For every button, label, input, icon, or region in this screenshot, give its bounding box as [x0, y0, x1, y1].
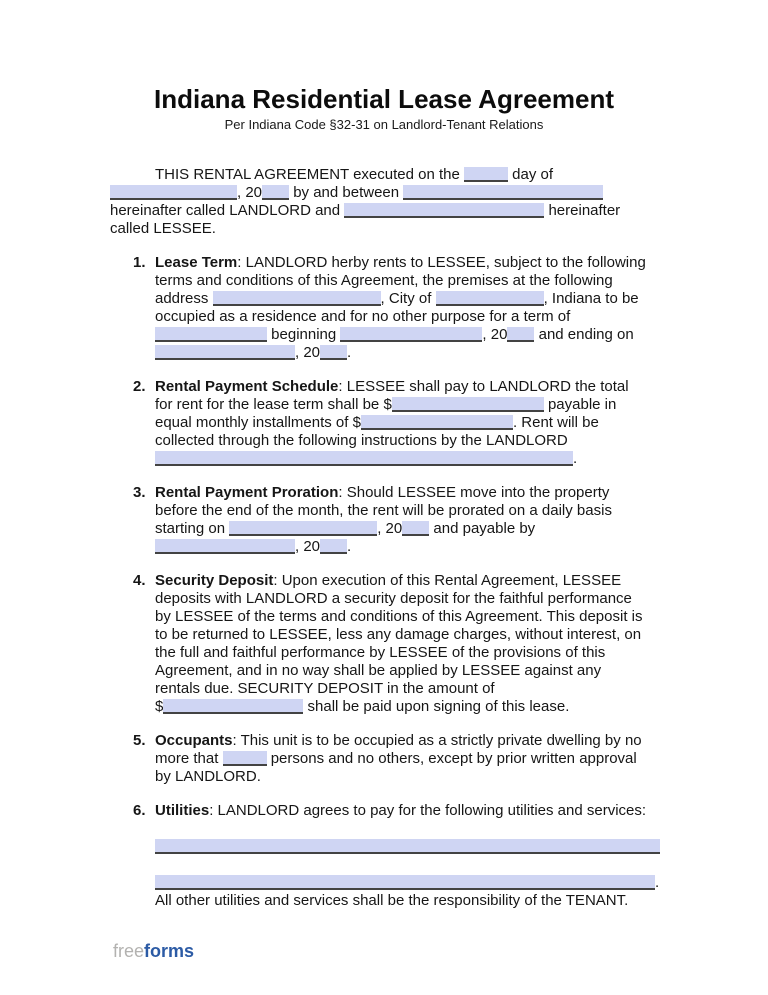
blank-field[interactable]: [229, 521, 377, 536]
text-line: [155, 326, 678, 344]
section-number: 2.: [133, 378, 146, 395]
text-run: , Indiana to be: [543, 290, 639, 307]
text-run: called LESSEE.: [110, 220, 216, 237]
text-run: . Rent will be: [512, 414, 599, 431]
bold-label: Occupants: [155, 732, 233, 749]
text-run: : Upon execution of this Rental Agreement, LESSEE: [273, 572, 622, 589]
brand-logo: [113, 941, 194, 961]
blank-field[interactable]: [403, 185, 603, 200]
blank-field[interactable]: [344, 203, 544, 218]
text-run: beginning: [267, 326, 341, 343]
text-run: occupied as a residence and for no other purpose for a term of: [155, 308, 571, 325]
text-run: rentals due. SECURITY DEPOSIT in the amount of: [155, 680, 495, 697]
text-line: [155, 308, 678, 326]
text-run: : This unit is to be occupied as a strictly private dwelling by no: [232, 732, 642, 749]
blank-field[interactable]: [155, 839, 660, 854]
text-line: [155, 750, 678, 768]
blank-field[interactable]: [155, 875, 655, 890]
text-line: [155, 590, 678, 608]
document-title: Indiana Residential Lease Agreement: [154, 84, 614, 114]
text-line: [155, 732, 678, 750]
text-run: the full and faithful performance by LESSEE of the provisions of this: [155, 644, 606, 661]
text-run: by and between: [289, 184, 404, 201]
section-content: [155, 254, 678, 362]
section-item-2: [133, 378, 678, 468]
blank-field[interactable]: [320, 539, 347, 554]
text-run: , 20: [377, 520, 403, 537]
text-run: : LESSEE shall pay to LANDLORD the total: [338, 378, 629, 395]
section-item-5: [133, 732, 678, 786]
section-number: 4.: [133, 572, 146, 589]
bold-label: Utilities: [155, 802, 210, 819]
section-number: 1.: [133, 254, 146, 271]
text-run: equal monthly installments of $: [155, 414, 361, 431]
text-line: [155, 768, 678, 786]
text-line: [155, 254, 678, 272]
text-line: [155, 892, 678, 910]
blank-field[interactable]: [340, 327, 482, 342]
text-run: , 20: [295, 538, 321, 555]
bold-label: Rental Payment Proration: [155, 484, 339, 501]
sections-list: [133, 254, 678, 910]
text-line: [155, 396, 678, 414]
text-line: [155, 432, 678, 450]
text-line: [155, 520, 678, 538]
text-run: : Should LESSEE move into the property: [338, 484, 610, 501]
text-run: day of: [508, 166, 554, 183]
text-run: collected through the following instructions by the LANDLORD: [155, 432, 568, 449]
text-line: [155, 538, 678, 556]
bold-label: Security Deposit: [155, 572, 274, 589]
blank-field[interactable]: [155, 539, 295, 554]
text-run: terms and conditions of this Agreement, the premises at the following: [155, 272, 613, 289]
bold-label: Lease Term: [155, 254, 238, 271]
blank-field[interactable]: [223, 751, 267, 766]
text-run: and payable by: [429, 520, 536, 537]
section-number: 5.: [133, 732, 146, 749]
text-line: [110, 220, 678, 238]
section-item-3: [133, 484, 678, 556]
blank-field[interactable]: [155, 451, 573, 466]
text-run: Agreement, and in no way shall be applied by LESSEE against any: [155, 662, 602, 679]
text-run: , 20: [237, 184, 263, 201]
text-line: [155, 626, 678, 644]
text-run: .: [347, 344, 352, 361]
text-run: before the end of the month, the rent will be prorated on a daily basis: [155, 502, 612, 519]
text-run: hereinafter: [544, 202, 621, 219]
text-run: address: [155, 290, 213, 307]
blank-field[interactable]: [213, 291, 381, 306]
text-run: , 20: [482, 326, 508, 343]
text-run: persons and no others, except by prior written approval: [266, 750, 637, 767]
text-run: : LANDLORD herby rents to LESSEE, subject to the following: [237, 254, 646, 271]
text-run: by LANDLORD.: [155, 768, 261, 785]
section-item-4: [133, 572, 678, 716]
text-run: by LESSEE of the terms and conditions of this Agreement. This deposit is: [155, 608, 643, 625]
document-subtitle: Per Indiana Code §32-31 on Landlord-Tenant Relations: [224, 117, 544, 132]
blank-field[interactable]: [155, 345, 295, 360]
text-run: THIS RENTAL AGREEMENT executed on the: [155, 166, 465, 183]
text-line: [155, 838, 678, 856]
text-line: [155, 344, 678, 362]
text-line: [155, 450, 678, 468]
text-line: [155, 662, 678, 680]
text-line: [155, 272, 678, 290]
text-run: $: [155, 698, 164, 715]
section-content: [155, 378, 678, 468]
text-line: [155, 874, 678, 892]
text-run: , 20: [295, 344, 321, 361]
section-number: 3.: [133, 484, 146, 501]
section-item-1: [133, 254, 678, 362]
text-run: for rent for the lease term shall be $: [155, 396, 392, 413]
text-line: [110, 166, 678, 184]
blank-field[interactable]: [262, 185, 289, 200]
text-line: [155, 802, 678, 820]
text-run: deposits with LANDLORD a security deposit for the faithful performance: [155, 590, 632, 607]
text-line: [155, 608, 678, 626]
text-run: .: [655, 874, 660, 891]
text-run: starting on: [155, 520, 230, 537]
blank-field[interactable]: [110, 185, 237, 200]
blank-field[interactable]: [436, 291, 544, 306]
brand-free-text: free: [113, 941, 145, 961]
blank-field[interactable]: [155, 327, 267, 342]
text-line: [155, 484, 678, 502]
blank-field[interactable]: [402, 521, 429, 536]
text-run: hereinafter called LANDLORD and: [110, 202, 345, 219]
blank-field[interactable]: [163, 699, 303, 714]
blank-field[interactable]: [392, 397, 544, 412]
text-run: : LANDLORD agrees to pay for the following utilities and services:: [209, 802, 647, 819]
text-line: [155, 572, 678, 590]
brand-forms-text: forms: [144, 941, 195, 961]
section-content: [155, 732, 678, 786]
intro-paragraph: [110, 166, 678, 238]
text-line: [155, 378, 678, 396]
blank-field[interactable]: [464, 167, 508, 182]
text-run: , City of: [380, 290, 436, 307]
text-run: All other utilities and services shall be the responsibility of the TENANT.: [155, 892, 629, 909]
section-number: 6.: [133, 802, 146, 819]
text-line: [155, 680, 678, 698]
text-run: and ending on: [534, 326, 634, 343]
text-run: .: [573, 450, 578, 467]
section-item-6: [133, 802, 678, 910]
blank-field[interactable]: [320, 345, 347, 360]
blank-field[interactable]: [361, 415, 513, 430]
section-content: [155, 802, 678, 910]
text-line: [110, 202, 678, 220]
text-line: [155, 698, 678, 716]
blank-field[interactable]: [507, 327, 534, 342]
text-run: shall be paid upon signing of this lease.: [303, 698, 570, 715]
text-run: to be returned to LESSEE, less any damage charges, without interest, on: [155, 626, 642, 643]
text-run: payable in: [543, 396, 617, 413]
text-line: [155, 290, 678, 308]
spacer-line: [155, 820, 678, 838]
spacer-line: [155, 856, 678, 874]
text-line: [110, 184, 678, 202]
section-content: [155, 572, 678, 716]
section-content: [155, 484, 678, 556]
text-line: [155, 414, 678, 432]
text-line: [155, 502, 678, 520]
text-line: [155, 644, 678, 662]
text-run: more that: [155, 750, 223, 767]
text-run: .: [347, 538, 352, 555]
bold-label: Rental Payment Schedule: [155, 378, 339, 395]
